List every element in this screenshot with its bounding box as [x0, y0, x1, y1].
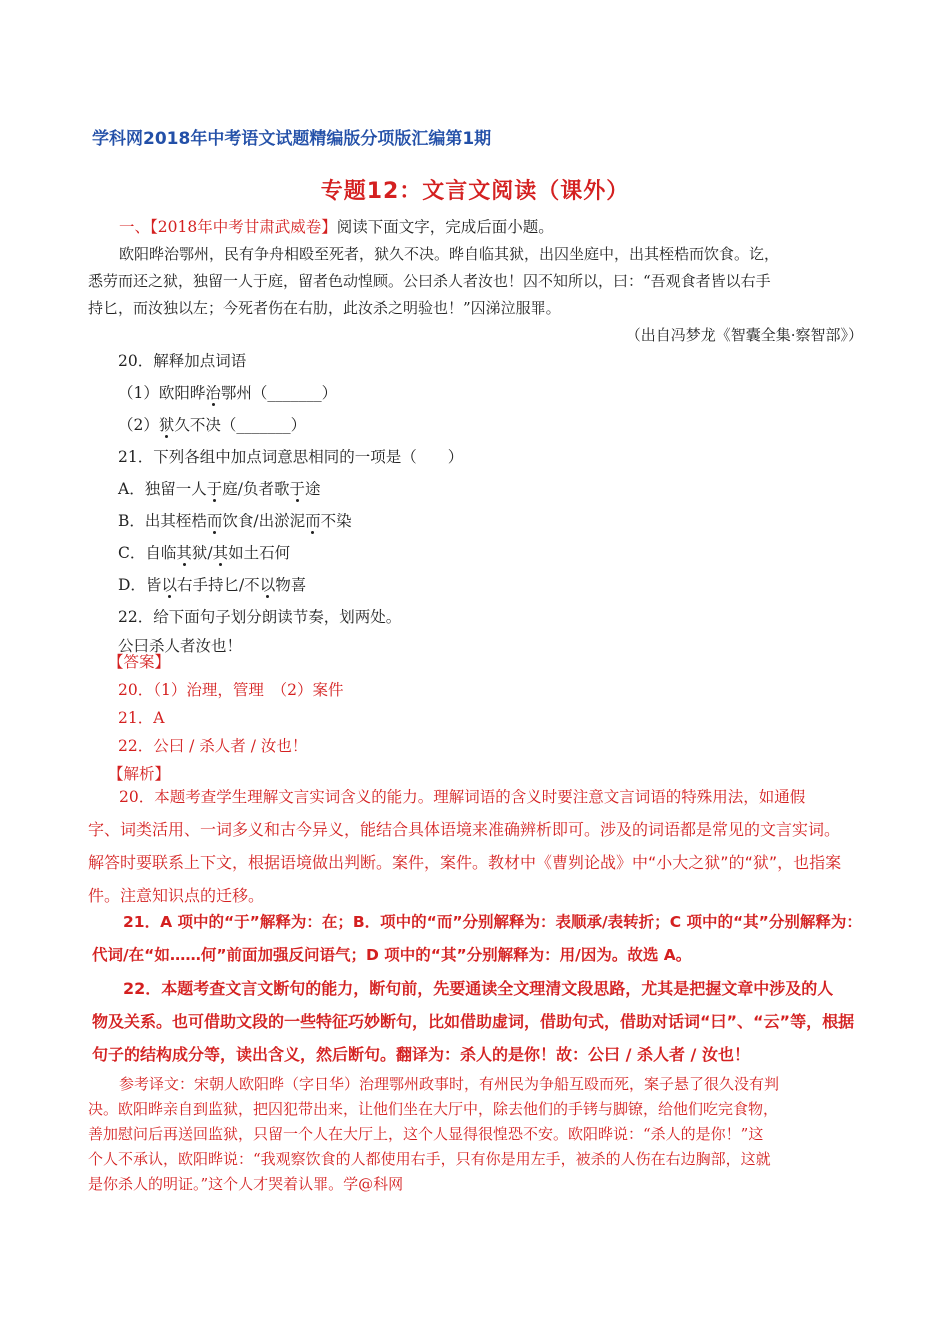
dotted-word: 其 — [176, 544, 192, 562]
option-a — [118, 473, 893, 505]
option-text: 物喜 — [275, 576, 307, 594]
passage-line: 悉劳而还之狱，独留一人于庭，留者色动惶顾。公曰杀人者汝也！囚不知所以，曰：“吾观食者皆以右手 — [88, 272, 771, 290]
dotted-word: 以 — [259, 576, 276, 594]
option-text: B．出其桎梏 — [118, 512, 207, 530]
passage-source: （出自冯梦龙《智囊全集·察智部》） — [625, 326, 863, 344]
dotted-word: 而 — [305, 512, 321, 530]
source-tag: 【2018年中考甘肃武威卷】 — [150, 218, 337, 236]
dotted-word: 于 — [289, 480, 305, 498]
analysis-label: 【解析】 — [108, 765, 171, 783]
item-text: （1）欧阳晔 — [118, 384, 206, 402]
answer-21: 21．A — [118, 709, 165, 727]
option-text: C．自临 — [118, 544, 177, 562]
option-text: 如土石何 — [228, 544, 291, 562]
item-text: 久不决（_______） — [174, 416, 307, 434]
option-text: 右手持匕/不 — [176, 576, 260, 594]
analysis-20-line: 件。注意知识点的迁移。 — [88, 886, 265, 905]
answer-label: 【答案】 — [108, 653, 171, 671]
option-text: A．独留一人 — [118, 480, 207, 498]
option-text: 饮食/出淤泥 — [222, 512, 306, 530]
option-text: 庭/负者歌 — [222, 480, 290, 498]
section-heading — [88, 214, 863, 241]
dotted-word: 于 — [206, 480, 223, 498]
section-instruction: 阅读下面文字，完成后面小题。 — [336, 218, 554, 236]
passage-block — [88, 214, 863, 349]
dotted-word: 而 — [206, 512, 223, 530]
question-20-item-2 — [118, 409, 893, 441]
answer-block — [108, 648, 883, 788]
question-22: 22．给下面句子划分朗读节奏，划两处。 — [118, 608, 402, 626]
passage-line: 持匕，而汝独以左；今死者伤在右肋，此汝杀之明验也！”囚涕泣服罪。 — [88, 299, 561, 317]
item-text: （2） — [118, 416, 159, 434]
translation-line: 是你杀人的明证。”这个人才哭着认罪。学@科网 — [88, 1175, 404, 1193]
translation-line: 决。欧阳晔亲自到监狱，把囚犯带出来，让他们坐在大厅中，除去他们的手铐与脚镣，给他们吃完食物， — [88, 1100, 779, 1118]
item-text: 鄂州（_______） — [220, 384, 338, 402]
option-text: 狱/ — [191, 544, 213, 562]
analysis-22-line: 句子的结构成分等，读出含义，然后断句。翻译为：杀人的是你！故：公曰 / 杀人者 / 汝也！ — [92, 1045, 750, 1064]
section-number: 一、 — [119, 218, 151, 236]
translation-line: 个人不承认，欧阳晔说：“我观察饮食的人都使用右手，只有你是用左手，被杀的人伤在右边胸部，这就 — [88, 1150, 771, 1168]
passage-line: 欧阳晔治鄂州，民有争舟相殴至死者，狱久不决。晔自临其狱，出囚坐庭中，出其桎梏而饮食。讫， — [119, 245, 780, 263]
translation-line: 参考译文：宋朝人欧阳晔（字日华）治理鄂州政事时，有州民为争船互殴而死，案子悬了很久没有判 — [119, 1075, 780, 1093]
option-c — [118, 537, 893, 569]
analysis-20-line: 解答时要联系上下文，根据语境做出判断。案件，案件。教材中《曹刿论战》中“小大之狱”的“狱”，也指案 — [88, 853, 842, 872]
translation-line: 善加慰问后再送回监狱，只留一个人在大厅上，这个人显得很惶恐不安。欧阳晔说：“杀人的是你！”这 — [88, 1125, 764, 1143]
option-text: D．皆 — [118, 576, 162, 594]
question-20: 20．解释加点词语 — [118, 352, 247, 370]
option-text: 不染 — [320, 512, 352, 530]
question-20-item-1 — [118, 377, 893, 409]
dotted-word: 狱 — [158, 416, 175, 434]
analysis-20-line: 字、词类活用、一词多义和古今异义，能结合具体语境来准确辨析即可。涉及的词语都是常见的文言实词。 — [88, 820, 841, 839]
analysis-22-line: 物及关系。也可借助文段的一些特征巧妙断句，比如借助虚词，借助句式，借助对话词“曰”、“云”等，根据 — [92, 1012, 855, 1031]
question-21: 21．下列各组中加点词意思相同的一项是（ ） — [118, 448, 464, 466]
analysis-block — [88, 782, 878, 912]
analysis-21-block — [92, 906, 882, 972]
dotted-word: 治 — [205, 384, 221, 402]
questions-block — [118, 345, 893, 659]
option-text: 途 — [304, 480, 321, 498]
option-d — [118, 569, 893, 601]
analysis-22-block — [92, 972, 882, 1071]
dotted-word: 其 — [212, 544, 229, 562]
answer-22: 22．公曰 / 杀人者 / 汝也！ — [118, 737, 308, 755]
option-b — [118, 505, 893, 537]
analysis-22-line: 22．本题考查文言文断句的能力，断句前，先要通读全文理清文段思路，尤其是把握文章中涉及的人 — [123, 979, 834, 998]
page-title: 专题12：文言文阅读（课外） — [320, 179, 630, 204]
answer-20: 20．（1）治理，管理 （2）案件 — [118, 681, 344, 699]
dotted-word: 以 — [161, 576, 177, 594]
translation-block — [88, 1072, 868, 1197]
collection-header: 学科网2018年中考语文试题精编版分项版汇编第1期 — [92, 129, 492, 149]
analysis-21-line: 21．A 项中的“于”解释为：在；B．项中的“而”分别解释为：表顺承/表转折；C 项中的“其”分别解释为： — [123, 913, 862, 931]
analysis-20-line: 20．本题考查学生理解文言实词含义的能力。理解词语的含义时要注意文言词语的特殊用法，如通假 — [119, 788, 806, 806]
question-22-sentence: 公曰杀人者汝也！ — [118, 637, 243, 655]
analysis-21-line: 代词/在“如……何”前面加强反问语气；D 项中的“其”分别解释为：用/因为。故选 A。 — [92, 946, 692, 964]
